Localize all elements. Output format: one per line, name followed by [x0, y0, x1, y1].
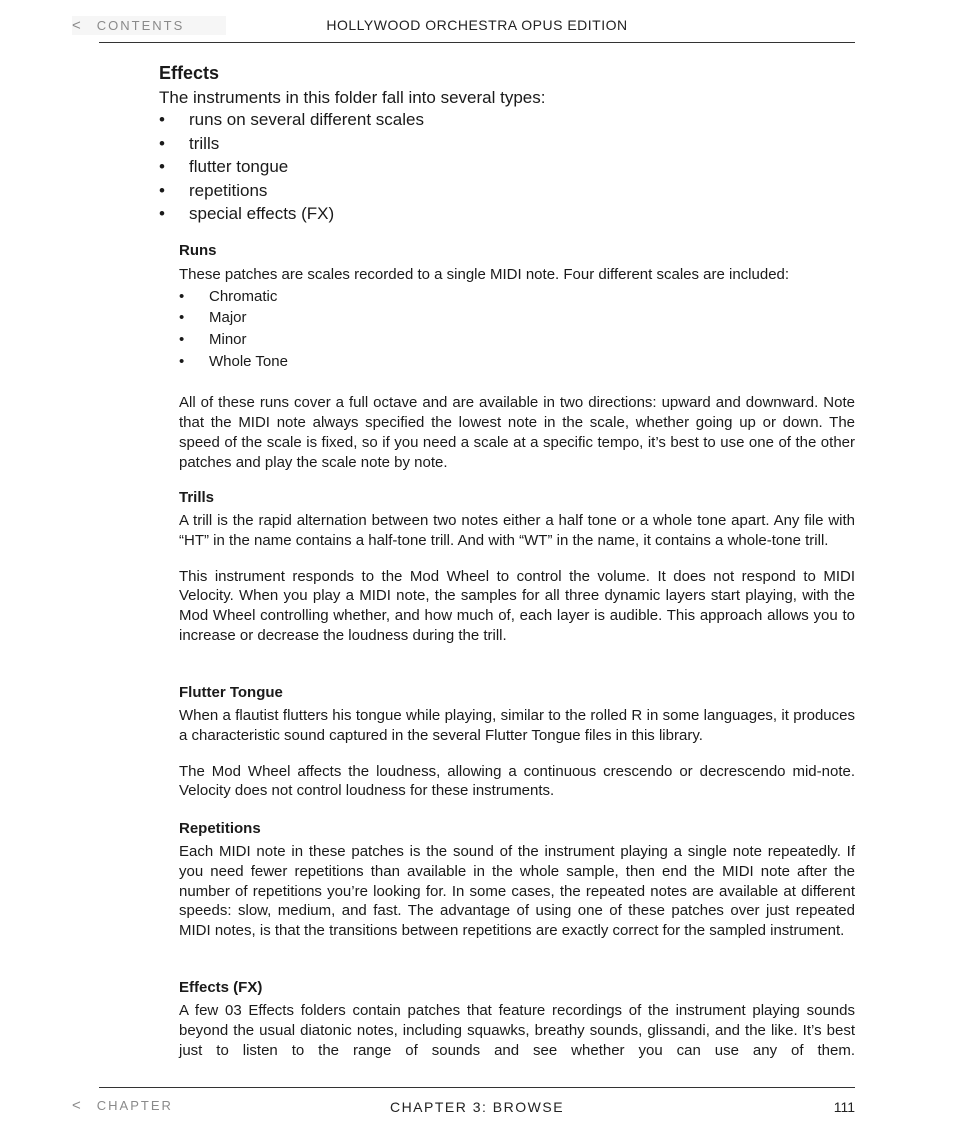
bullet-icon: • [179, 330, 185, 348]
chevron-left-icon: < [72, 17, 81, 34]
types-list [159, 108, 859, 226]
list-item: • special effects (FX) [159, 202, 859, 226]
section-intro: The instruments in this folder fall into several types: [159, 88, 546, 107]
bullet-icon: • [159, 180, 165, 200]
flutter-heading: Flutter Tongue [179, 684, 283, 701]
bullet-icon: • [159, 204, 165, 223]
fx-subsection [179, 979, 855, 1060]
page-number: 111 [833, 1099, 855, 1115]
header-divider [99, 42, 855, 43]
footer-divider [99, 1087, 855, 1088]
bullet-icon: • [159, 110, 165, 129]
scales-list [179, 286, 855, 372]
fx-paragraph: A few 03 Effects folders contain patches that feature recordings of the instrument playing sounds beyond the usual diatonic notes, including squawks, breathy sounds, glissandi, and the like. It’s best just to listen to the range of sounds and see whether you can use any of them. [179, 1002, 855, 1059]
bullet-icon: • [179, 309, 185, 327]
trills-heading: Trills [179, 489, 215, 506]
list-item: • Chromatic [179, 286, 855, 308]
flutter-paragraph-1: When a flautist flutters his tongue while playing, similar to the rolled R in some languages, it produces a characteristic sound captured in the several Flutter Tongue files in this library. [179, 707, 855, 744]
list-item: • trills [159, 132, 859, 156]
runs-heading: Runs [179, 242, 217, 259]
list-item: • Major [179, 307, 855, 329]
list-item: • runs on several different scales [159, 108, 859, 132]
document-title: HOLLYWOOD ORCHESTRA OPUS EDITION [326, 17, 628, 33]
runs-paragraph: All of these runs cover a full octave and are available in two directions: upward and downward. Note that the MIDI note always specified the lowest note in the scale, whether going up or down. The speed of the scale is fixed, so if you need a scale at a specific tempo, it’s best to use one of the other patches and play the scale note by note. [179, 394, 855, 471]
trills-paragraph-2: This instrument responds to the Mod Wheel to control the volume. It does not respond to MIDI Velocity. When you play a MIDI note, the samples for all three dynamic layers start playing, with the Mod Wheel controlling whether, and how much of, each layer is audible. This approach allows you to increase or decrease the loudness during the trill. [179, 567, 855, 644]
repetitions-subsection [179, 820, 855, 941]
repetitions-paragraph: Each MIDI note in these patches is the sound of the instrument playing a single note repeatedly. If you need fewer repetitions than available in the whole sample, then end the MIDI note after the number of repetitions you’re looking for. In some cases, the repeated notes are available at different speeds: slow, medium, and fast. The advantage of using one of these patches over just repeated MIDI notes, is that the transitions between repetitions are exactly correct for the sampled instrument. [179, 843, 855, 940]
chevron-left-icon: < [72, 1097, 81, 1114]
runs-subsection [179, 242, 855, 472]
list-item: • Minor [179, 329, 855, 351]
section-heading: Effects [159, 63, 220, 83]
bullet-icon: • [179, 287, 185, 305]
effects-section [159, 61, 859, 226]
list-item: • flutter tongue [159, 155, 859, 179]
flutter-tongue-subsection [179, 684, 855, 801]
contents-link-label: CONTENTS [96, 18, 185, 33]
bullet-icon: • [159, 157, 165, 176]
fx-heading: Effects (FX) [179, 979, 263, 996]
trills-paragraph-1: A trill is the rapid alternation between two notes either a half tone or a whole tone apart. Any file with “HT” in the name contains a half-tone trill. And with “WT” in the name, it contains a whole-tone trill. [179, 512, 855, 549]
flutter-paragraph-2: The Mod Wheel affects the loudness, allowing a continuous crescendo or decrescendo mid-note. Velocity does not control loudness for these instruments. [179, 762, 855, 800]
list-item: • Whole Tone [179, 351, 855, 373]
chapter-title: CHAPTER 3: BROWSE [389, 1099, 565, 1115]
list-item: • repetitions [159, 179, 859, 203]
bullet-icon: • [179, 352, 185, 370]
repetitions-heading: Repetitions [179, 820, 261, 837]
trills-subsection [179, 489, 855, 646]
bullet-icon: • [159, 133, 165, 153]
runs-intro: These patches are scales recorded to a single MIDI note. Four different scales are included: [179, 266, 790, 283]
chapter-link-label: CHAPTER [96, 1098, 173, 1113]
